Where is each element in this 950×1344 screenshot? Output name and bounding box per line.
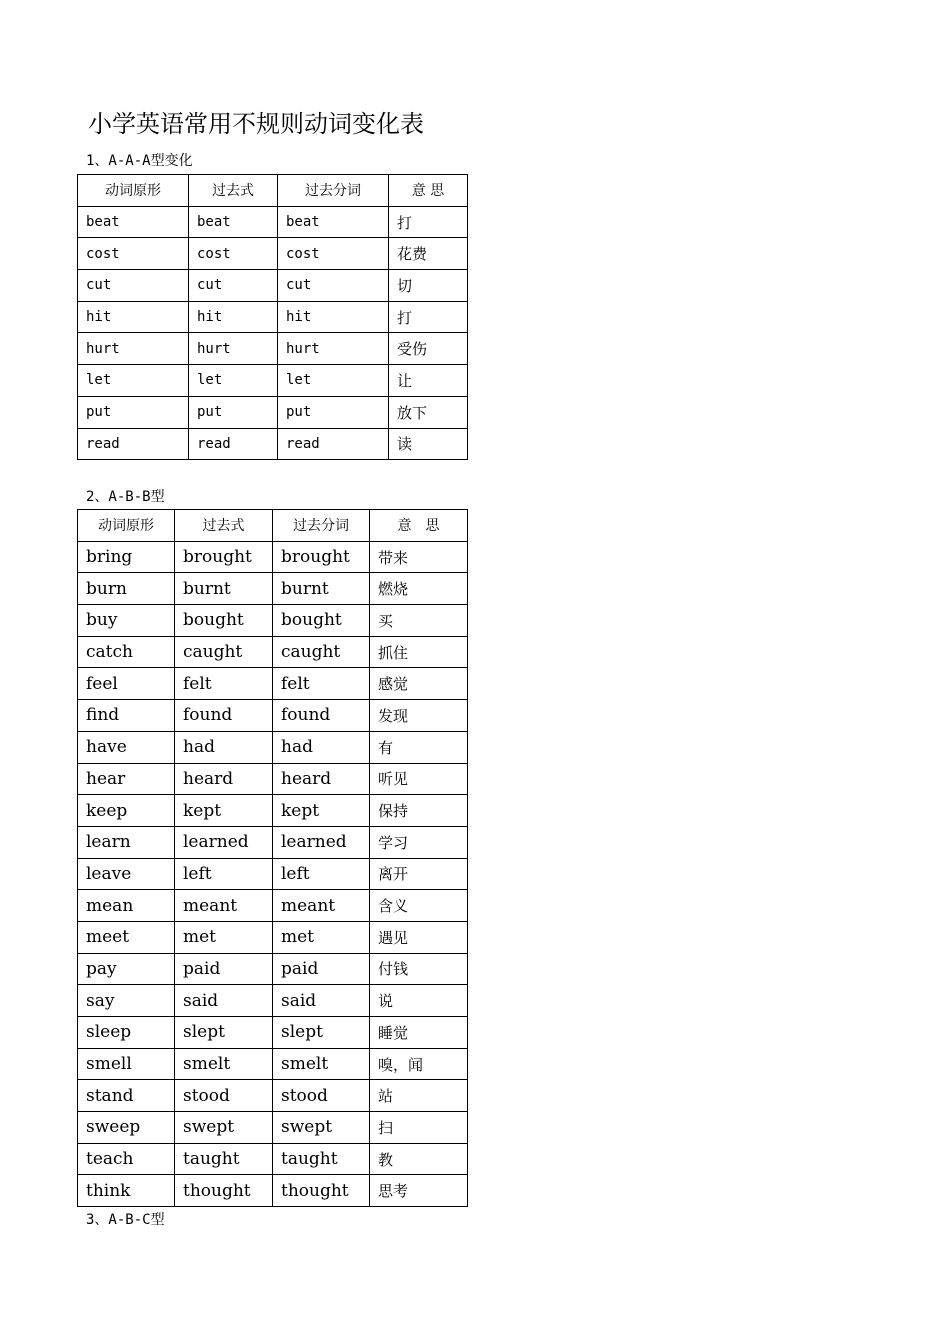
past-participle-cell: met — [273, 921, 370, 953]
base-form-cell: think — [78, 1175, 175, 1207]
past-tense-cell: cut — [189, 270, 278, 302]
past-tense-cell: put — [189, 396, 278, 428]
meaning-cell: 离开 — [370, 858, 468, 890]
meaning-cell: 燃烧 — [370, 573, 468, 605]
past-tense-cell: caught — [175, 636, 273, 668]
past-tense-cell: slept — [175, 1017, 273, 1049]
past-participle-cell: cut — [278, 270, 389, 302]
past-participle-cell: let — [278, 365, 389, 397]
past-tense-cell: found — [175, 700, 273, 732]
base-form-cell: learn — [78, 826, 175, 858]
page-title: 小学英语常用不规则动词变化表 — [88, 110, 424, 138]
table-row — [78, 921, 468, 953]
meaning-cell: 思考 — [370, 1175, 468, 1207]
table-row — [78, 396, 468, 428]
base-form-cell: keep — [78, 795, 175, 827]
table-row — [78, 890, 468, 922]
past-tense-cell: said — [175, 985, 273, 1017]
table-row — [78, 795, 468, 827]
past-tense-cell: let — [189, 365, 278, 397]
verb-table-aaa — [77, 174, 468, 460]
base-form-cell: have — [78, 731, 175, 763]
meaning-cell: 含义 — [370, 890, 468, 922]
base-form-cell: say — [78, 985, 175, 1017]
base-form-cell: cut — [78, 270, 189, 302]
past-participle-cell: hit — [278, 301, 389, 333]
past-participle-cell: said — [273, 985, 370, 1017]
past-tense-cell: cost — [189, 238, 278, 270]
base-form-cell: catch — [78, 636, 175, 668]
table-row — [78, 700, 468, 732]
past-participle-cell: heard — [273, 763, 370, 795]
past-participle-cell: paid — [273, 953, 370, 985]
base-form-cell: put — [78, 396, 189, 428]
meaning-cell: 扫 — [370, 1112, 468, 1144]
base-form-cell: let — [78, 365, 189, 397]
table-row — [78, 270, 468, 302]
table-row — [78, 858, 468, 890]
past-tense-cell: hit — [189, 301, 278, 333]
table-header-row — [78, 510, 468, 542]
past-participle-cell: read — [278, 428, 389, 460]
base-form-cell: hit — [78, 301, 189, 333]
meaning-cell: 让 — [389, 365, 468, 397]
header-base-form: 动词原形 — [78, 175, 189, 207]
base-form-cell: find — [78, 700, 175, 732]
past-participle-cell: burnt — [273, 573, 370, 605]
base-form-cell: stand — [78, 1080, 175, 1112]
meaning-cell: 发现 — [370, 700, 468, 732]
section-heading-aaa: 1、A-A-A型变化 — [86, 153, 193, 169]
past-participle-cell: swept — [273, 1112, 370, 1144]
table-row — [78, 1175, 468, 1207]
past-tense-cell: beat — [189, 206, 278, 238]
past-tense-cell: learned — [175, 826, 273, 858]
meaning-cell: 打 — [389, 206, 468, 238]
past-participle-cell: learned — [273, 826, 370, 858]
past-participle-cell: cost — [278, 238, 389, 270]
past-tense-cell: paid — [175, 953, 273, 985]
past-tense-cell: smelt — [175, 1048, 273, 1080]
table-row — [78, 333, 468, 365]
meaning-cell: 打 — [389, 301, 468, 333]
table-row — [78, 541, 468, 573]
base-form-cell: hurt — [78, 333, 189, 365]
header-meaning: 意 思 — [389, 175, 468, 207]
meaning-cell: 读 — [389, 428, 468, 460]
past-tense-cell: read — [189, 428, 278, 460]
table-row — [78, 731, 468, 763]
base-form-cell: beat — [78, 206, 189, 238]
meaning-cell: 保持 — [370, 795, 468, 827]
base-form-cell: sleep — [78, 1017, 175, 1049]
table-row — [78, 428, 468, 460]
meaning-cell: 有 — [370, 731, 468, 763]
past-participle-cell: smelt — [273, 1048, 370, 1080]
section-heading-abb: 2、A-B-B型 — [86, 489, 165, 505]
past-tense-cell: hurt — [189, 333, 278, 365]
past-participle-cell: bought — [273, 605, 370, 637]
past-tense-cell: felt — [175, 668, 273, 700]
base-form-cell: smell — [78, 1048, 175, 1080]
meaning-cell: 教 — [370, 1143, 468, 1175]
past-participle-cell: stood — [273, 1080, 370, 1112]
meaning-cell: 付钱 — [370, 953, 468, 985]
meaning-cell: 嗅，闻 — [370, 1048, 468, 1080]
base-form-cell: buy — [78, 605, 175, 637]
table-row — [78, 1017, 468, 1049]
table-row — [78, 365, 468, 397]
table-row — [78, 206, 468, 238]
base-form-cell: sweep — [78, 1112, 175, 1144]
base-form-cell: leave — [78, 858, 175, 890]
past-tense-cell: thought — [175, 1175, 273, 1207]
base-form-cell: read — [78, 428, 189, 460]
meaning-cell: 睡觉 — [370, 1017, 468, 1049]
base-form-cell: bring — [78, 541, 175, 573]
table-row — [78, 573, 468, 605]
section-heading-abc: 3、A-B-C型 — [86, 1212, 165, 1228]
base-form-cell: hear — [78, 763, 175, 795]
meaning-cell: 说 — [370, 985, 468, 1017]
meaning-cell: 放下 — [389, 396, 468, 428]
past-participle-cell: taught — [273, 1143, 370, 1175]
past-participle-cell: thought — [273, 1175, 370, 1207]
base-form-cell: feel — [78, 668, 175, 700]
table-row — [78, 238, 468, 270]
header-past-participle: 过去分词 — [273, 510, 370, 542]
table-row — [78, 826, 468, 858]
table-header-row — [78, 175, 468, 207]
table-row — [78, 605, 468, 637]
table-row — [78, 1080, 468, 1112]
past-tense-cell: met — [175, 921, 273, 953]
meaning-cell: 站 — [370, 1080, 468, 1112]
past-participle-cell: put — [278, 396, 389, 428]
past-tense-cell: bought — [175, 605, 273, 637]
table-row — [78, 1048, 468, 1080]
meaning-cell: 听见 — [370, 763, 468, 795]
meaning-cell: 带来 — [370, 541, 468, 573]
header-base-form: 动词原形 — [78, 510, 175, 542]
base-form-cell: burn — [78, 573, 175, 605]
meaning-cell: 花费 — [389, 238, 468, 270]
meaning-cell: 学习 — [370, 826, 468, 858]
meaning-cell: 受伤 — [389, 333, 468, 365]
past-tense-cell: brought — [175, 541, 273, 573]
past-participle-cell: felt — [273, 668, 370, 700]
table-row — [78, 636, 468, 668]
header-meaning: 意 思 — [370, 510, 468, 542]
base-form-cell: pay — [78, 953, 175, 985]
past-participle-cell: beat — [278, 206, 389, 238]
table-row — [78, 1112, 468, 1144]
table-row — [78, 763, 468, 795]
header-past-tense: 过去式 — [189, 175, 278, 207]
table-row — [78, 953, 468, 985]
past-participle-cell: slept — [273, 1017, 370, 1049]
table-row — [78, 301, 468, 333]
meaning-cell: 抓住 — [370, 636, 468, 668]
base-form-cell: cost — [78, 238, 189, 270]
verb-table-abb — [77, 509, 468, 1207]
past-participle-cell: meant — [273, 890, 370, 922]
past-participle-cell: kept — [273, 795, 370, 827]
meaning-cell: 感觉 — [370, 668, 468, 700]
past-participle-cell: brought — [273, 541, 370, 573]
base-form-cell: meet — [78, 921, 175, 953]
past-tense-cell: heard — [175, 763, 273, 795]
past-tense-cell: taught — [175, 1143, 273, 1175]
past-tense-cell: kept — [175, 795, 273, 827]
past-participle-cell: found — [273, 700, 370, 732]
table-row — [78, 668, 468, 700]
meaning-cell: 遇见 — [370, 921, 468, 953]
past-tense-cell: left — [175, 858, 273, 890]
past-tense-cell: burnt — [175, 573, 273, 605]
past-tense-cell: swept — [175, 1112, 273, 1144]
table-row — [78, 1143, 468, 1175]
past-participle-cell: had — [273, 731, 370, 763]
past-participle-cell: left — [273, 858, 370, 890]
header-past-participle: 过去分词 — [278, 175, 389, 207]
past-tense-cell: meant — [175, 890, 273, 922]
base-form-cell: mean — [78, 890, 175, 922]
table-row — [78, 985, 468, 1017]
past-tense-cell: stood — [175, 1080, 273, 1112]
meaning-cell: 切 — [389, 270, 468, 302]
past-participle-cell: caught — [273, 636, 370, 668]
meaning-cell: 买 — [370, 605, 468, 637]
past-tense-cell: had — [175, 731, 273, 763]
header-past-tense: 过去式 — [175, 510, 273, 542]
base-form-cell: teach — [78, 1143, 175, 1175]
past-participle-cell: hurt — [278, 333, 389, 365]
